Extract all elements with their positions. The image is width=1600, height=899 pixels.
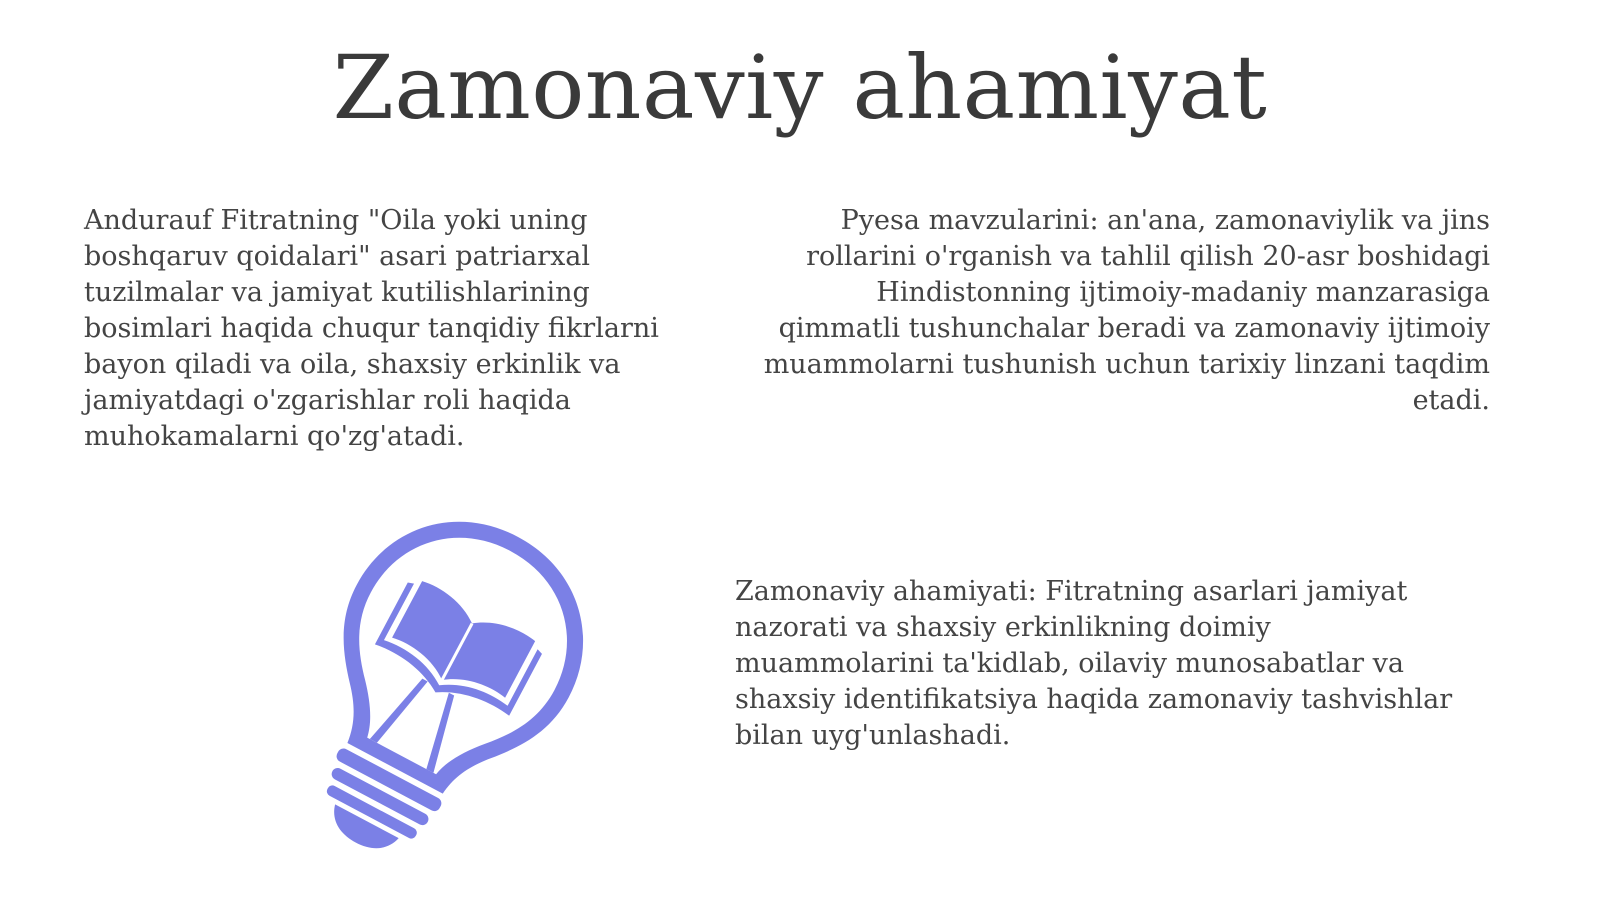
right-paragraph: Pyesa mavzularini: an'ana, zamonaviylik va jins rollarini o'rganish va tahlil qilish 20-asr boshidagi Hindistonning ijtimoiy-madaniy manzarasiga qimmatli tushunchalar beradi va zamonaviy ijtimoiy muammolarni tushunish uchun tarixiy linzani taqdim etadi.	[763, 205, 1490, 416]
slide-title: Zamonaviy ahamiyat	[332, 36, 1268, 139]
left-paragraph: Andurauf Fitratning "Oila yoki uning boshqaruv qoidalari" asari patriarxal tuzilmalar va jamiyat kutilishlarining bosimlari haqida chuqur tanqidiy fikrlarni bayon qiladi va oila, shaxsiy erkinlik va jamiyatdagi o'zgarishlar roli haqida muhokamalarni qo'zg'atadi.	[84, 205, 659, 452]
bottom-paragraph: Zamonaviy ahamiyati: Fitratning asarlari jamiyat nazorati va shaxsiy erkinlikning doimiy muammolarini ta'kidlab, oilaviy munosabatlar va shaxsiy identifikatsiya haqida zamonaviy tashvishlar bilan uyg'unlashadi.	[735, 576, 1453, 751]
lightbulb-book-icon	[200, 500, 620, 850]
